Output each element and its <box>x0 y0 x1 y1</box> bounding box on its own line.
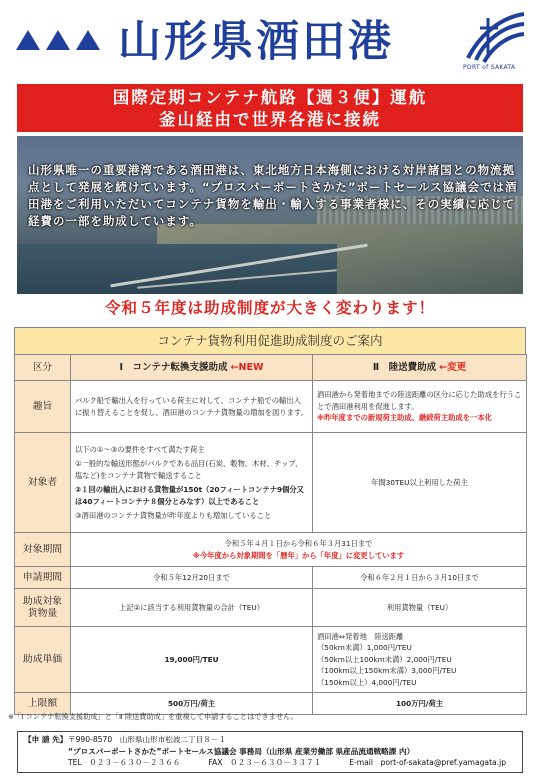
volume-col1: 上記②に該当する利用貨物量の合計（TEU） <box>71 589 313 627</box>
target-label: 対象者 <box>15 433 71 533</box>
col2-header: Ⅱ 陸送費助成 ←変更 <box>313 355 527 381</box>
contact-email[interactable]: E-mail port-of-sakata@pref.yamagata.jp <box>349 758 507 767</box>
cap-col2: 100万円/荷主 <box>313 693 527 715</box>
contact-org: “プロスパーポートさかた”ポートセールス協議会 事務局（山形県 産業労働部 県産品流通戦略課 内） <box>68 746 415 756</box>
apply-col1: 令和５年12月20日まで <box>71 567 313 589</box>
rate-label: 助成単価 <box>15 627 71 693</box>
banner-line-2: 釜山経由で世界各港に接続 <box>159 110 381 129</box>
rate-col1: 19,000円/TEU <box>71 627 313 693</box>
period-value: 令和５年４月１日から令和６年３月31日まで ※今年度から対象期間を「暦年」から「年度」に変更しています <box>71 533 527 567</box>
contact-fax: FAX ０２３－６３０－３３７１ <box>208 758 322 767</box>
contact-tel: TEL ０２３－６３０－２３６６ <box>68 758 181 767</box>
target-col1: 以下の①～③の要件をすべて満たす荷主 ①一般的な輸送形態がバルクである品目(石炭、穀物、木材、チップ、塩など)をコンテナ貨物で輸送すること ②１回の輸出入における貨物量が150t（20フィートコンテナ9個分又は40フィートコンテナ８個分とみなす）以上であること ③酒田港のコンテナ貨物量が昨年度よりも増加していること <box>71 433 313 533</box>
waves-logo-icon <box>14 26 106 52</box>
route-banner <box>17 84 523 132</box>
volume-col2: 利用貨物量（TEU） <box>313 589 527 627</box>
col-label-header: 区分 <box>15 355 71 381</box>
contact-box <box>17 731 523 773</box>
col1-header: Ⅰ コンテナ転換支援助成 ←NEW <box>71 355 313 381</box>
volume-label: 助成対象貨物量 <box>15 589 71 627</box>
banner-line-1: 国際定期コンテナ航路【週３便】運航 <box>112 88 428 107</box>
purpose-col1: バルク船で輸出入を行っている荷主に対して、コンテナ船での輸出入に振り替えることを促し、酒田港のコンテナ貨物量の増加を図ります。 <box>71 381 313 433</box>
footnote: ※「Ⅰ コンテナ転換支援助成」と「Ⅱ 陸送費助成」を重複して申請することはできません。 <box>8 712 298 721</box>
purpose-label: 趣旨 <box>15 381 71 433</box>
intro-text: 山形県唯一の重要港湾である酒田港は、東北地方日本海側における対岸諸国との物流拠点として発展を続けています。“プロスパーポートさかた”ポートセールス協議会では酒田港をご利用いただいてコンテナ貨物を輸出・輸入する事業者様に、その実績に応じて経費の一部を助成しています。 <box>28 163 518 228</box>
rate-col2: 酒田港⇔発着地 陸送距離 （50km未満）1,000円/TEU （50km以上100km未満）2,000円/TEU （100km以上150km未満）3,000円/TEU （150km以上）4,000円/TEU <box>313 627 527 693</box>
period-label: 対象期間 <box>15 533 71 567</box>
target-col2: 年間30TEU以上利用した荷主 <box>313 433 527 533</box>
page-header <box>0 0 540 82</box>
port-logo-icon <box>458 8 528 64</box>
logo-caption: PORT of SAKATA <box>463 64 516 71</box>
contact-address: 〒990-8570 山形県山形市松波二丁目８－１ <box>68 735 227 744</box>
cap-col1: 500万円/荷主 <box>71 693 313 715</box>
apply-label: 申請期間 <box>15 567 71 589</box>
contact-label: 【申 請 先】 <box>24 735 68 744</box>
purpose-col2: 酒田港から発着地までの陸送距離の区分に応じた助成を行うことで酒田港利用を促進します。 ※昨年度までの新規荷主助成、継続荷主助成を一本化 <box>313 381 527 433</box>
subsidy-table <box>14 327 526 715</box>
change-notice: 令和５年度は助成制度が大きく変わります！ <box>104 299 435 317</box>
cap-label: 上限額 <box>15 693 71 715</box>
table-title: コンテナ貨物利用促進助成制度のご案内 <box>14 327 526 354</box>
apply-col2: 令和６年２月１日から３月10日まで <box>313 567 527 589</box>
page-title: 山形県酒田港 <box>118 17 394 67</box>
